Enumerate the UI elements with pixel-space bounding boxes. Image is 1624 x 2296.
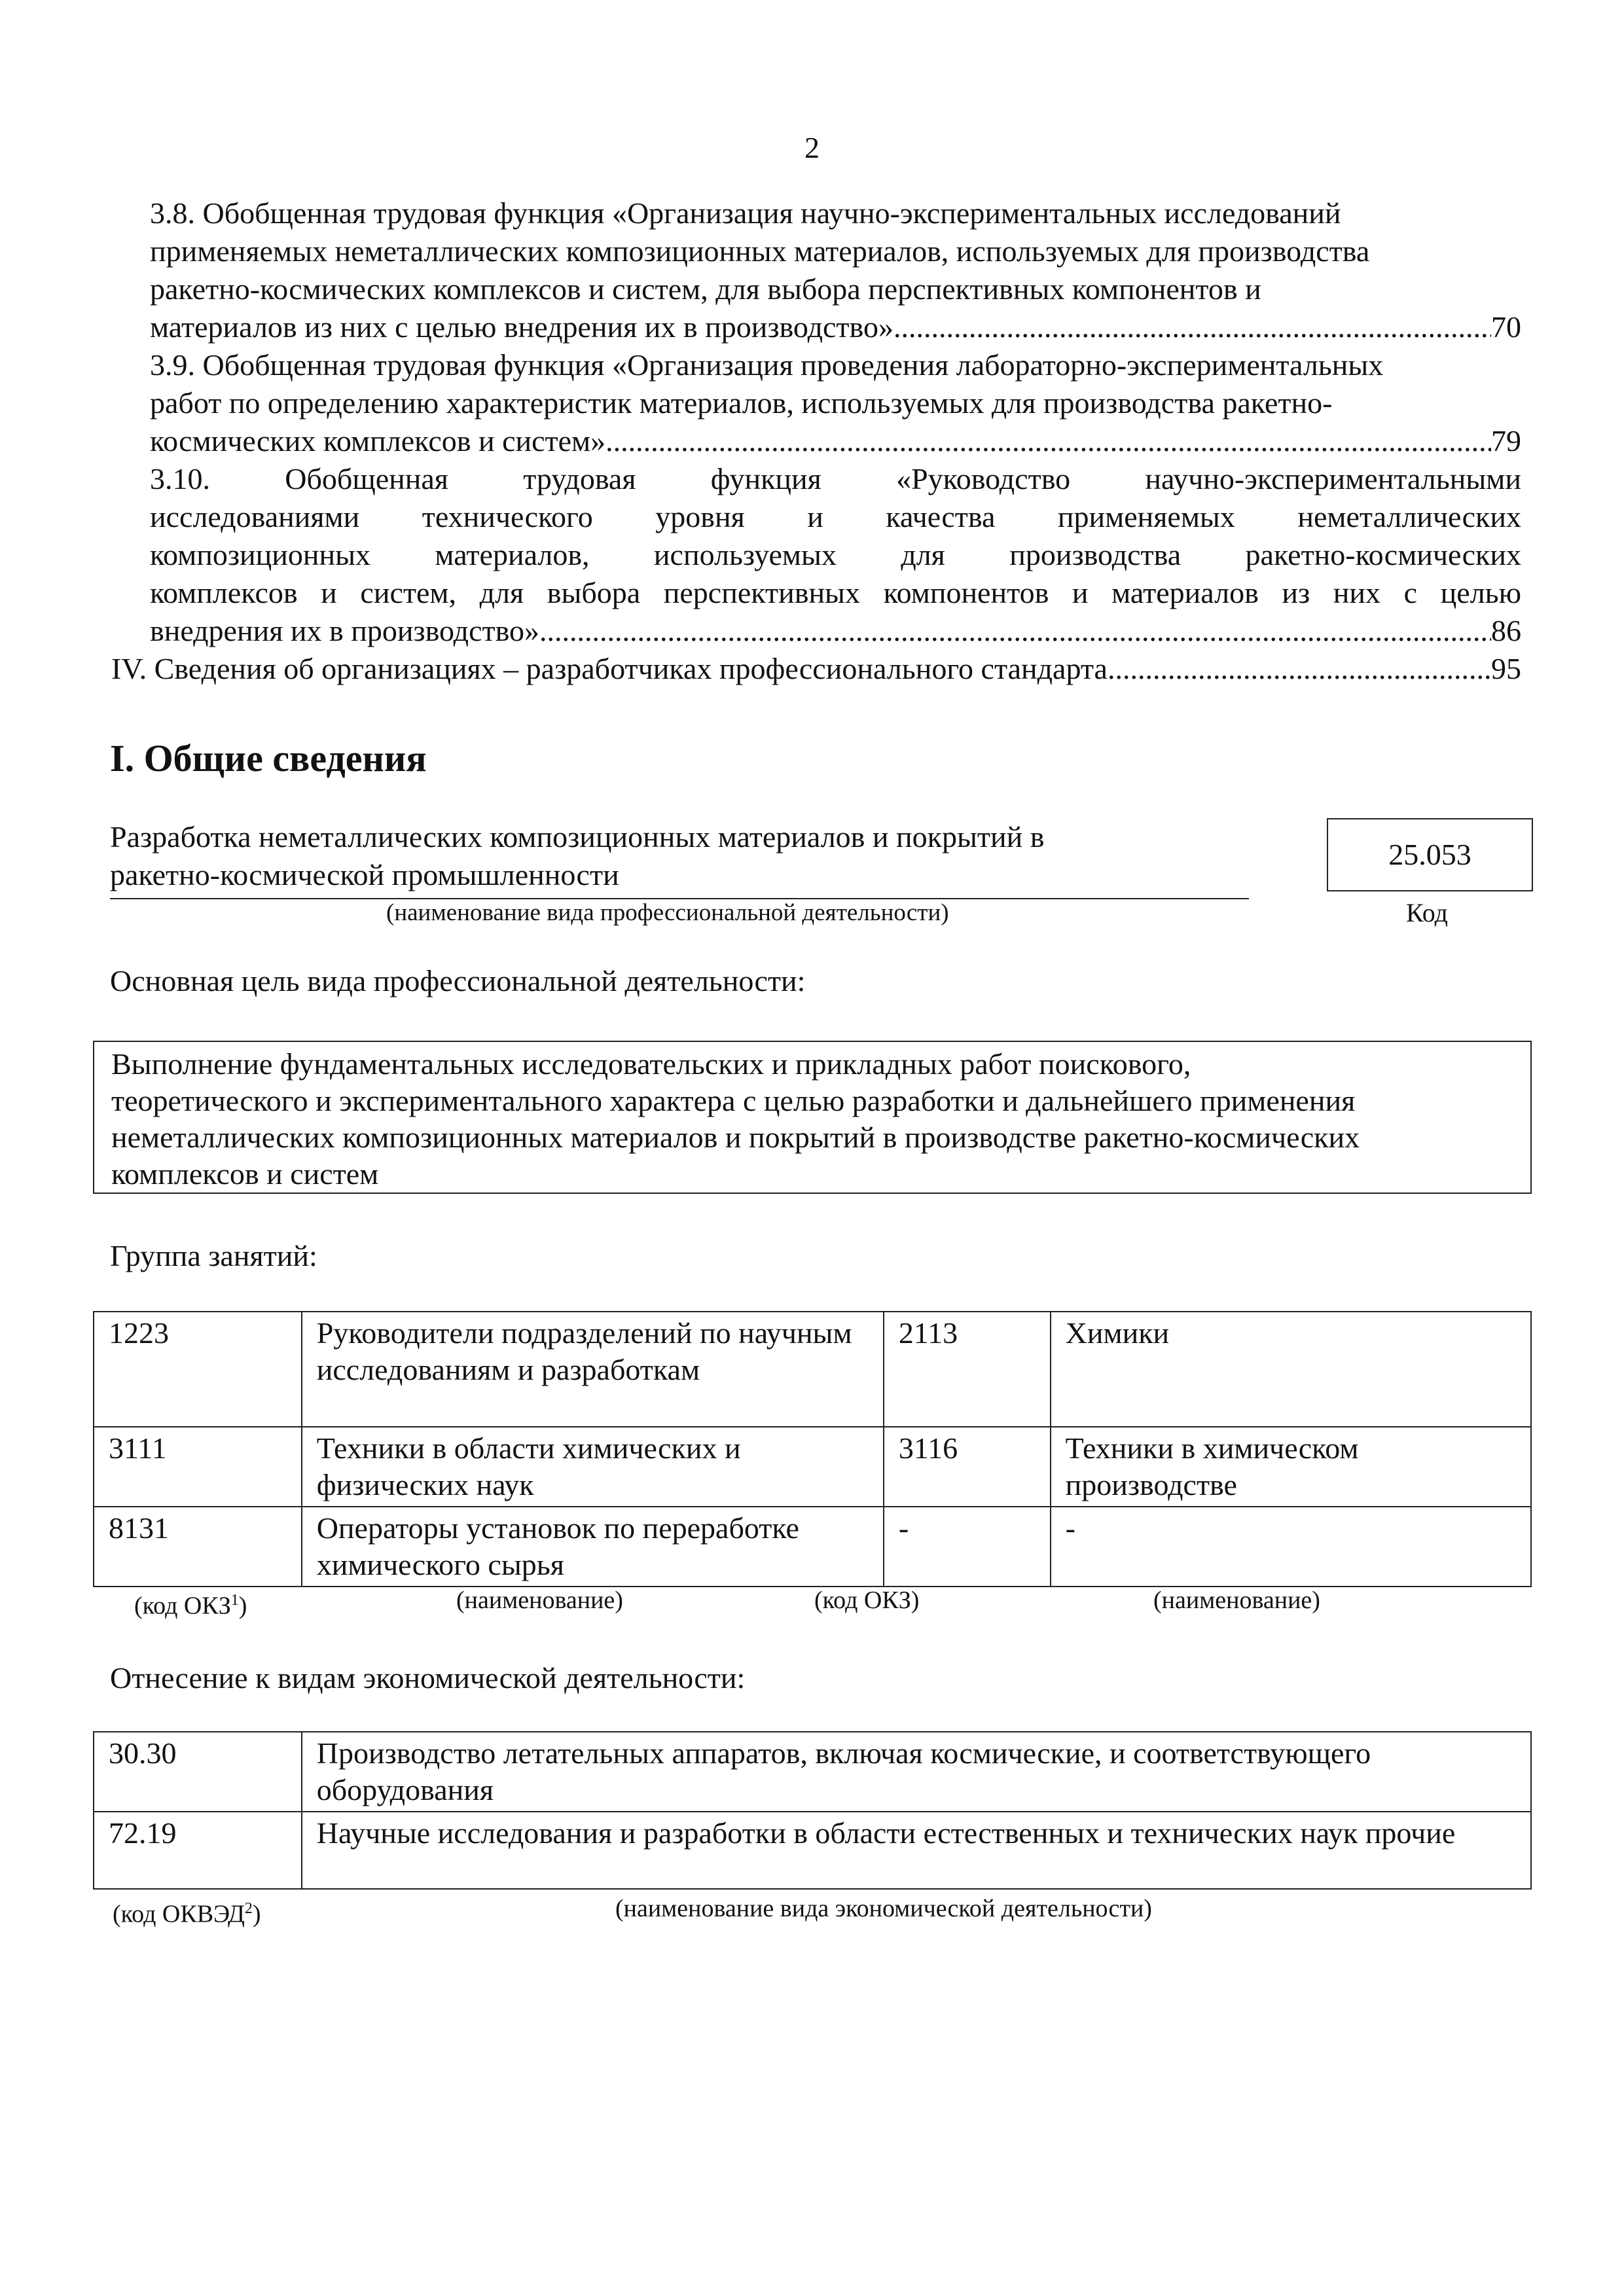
activity-code-caption: Код (1406, 898, 1448, 927)
okz-code-cell: 3111 (94, 1427, 302, 1507)
page-number: 2 (804, 131, 820, 164)
toc-line: комплексов и систем, для выбора перспективных компонентов и материалов из них с целью (150, 576, 1521, 609)
section-title: I. Общие сведения (110, 737, 427, 780)
professional-activity-name (110, 818, 1249, 899)
toc-line: IV. Сведения об организациях – разработчиках профессионального стандарта (111, 652, 1108, 685)
toc-line: исследованиями технического уровня и качества применяемых неметаллических (150, 500, 1521, 533)
toc-line: 3.8. Обобщенная трудовая функция «Организация научно-экспериментальных исследований (150, 196, 1341, 230)
occupation-name-cell: Техники в области химических и физических наук (302, 1427, 884, 1507)
table-row (94, 1507, 1531, 1587)
toc-line: 3.10. Обобщенная трудовая функция «Руководство научно-экспериментальными (150, 462, 1521, 495)
occupation-name-cell: Руководители подразделений по научным исследованиям и разработкам (302, 1312, 884, 1427)
toc-entry-3-10[interactable] (150, 460, 1521, 650)
occupation-name-cell: - (1051, 1507, 1531, 1587)
occupation-name-cell: Химики (1051, 1312, 1531, 1427)
goal-line: неметаллических композиционных материалов и покрытий в производстве ракетно-космических (111, 1121, 1360, 1154)
occupation-name-cell: Техники в химическом производстве (1051, 1427, 1531, 1507)
okz-code-caption: (код ОКЗ$^1$) (134, 1592, 247, 1620)
toc-leader-dots (893, 308, 1491, 346)
toc-line: применяемых неметаллических композиционных материалов, используемых для производства (150, 234, 1370, 268)
table-row (94, 1312, 1531, 1427)
goal-line: комплексов и систем (111, 1157, 379, 1191)
okz-code-cell: 1223 (94, 1312, 302, 1427)
table-row (94, 1427, 1531, 1507)
table-of-contents (111, 194, 1521, 685)
okz-code-cell: 8131 (94, 1507, 302, 1587)
table-row (94, 1732, 1531, 1812)
goal-line: теоретического и экспериментального характера с целью разработки и дальнейшего применения (111, 1084, 1356, 1117)
toc-line: внедрения их в производство» (150, 614, 540, 647)
economic-activity-name-cell: Научные исследования и разработки в области естественных и технических наук прочие (302, 1812, 1531, 1889)
goal-box (93, 1041, 1532, 1194)
occupation-name-caption: (наименование) (1153, 1587, 1320, 1614)
professional-activity-line: ракетно-космической промышленности (110, 858, 619, 891)
goal-line: Выполнение фундаментальных исследовательских и прикладных работ поискового, (111, 1047, 1191, 1081)
toc-line: 3.9. Обобщенная трудовая функция «Организация проведения лабораторно-экспериментальных (150, 348, 1384, 382)
toc-line: ракетно-космических комплексов и систем, для выбора перспективных компонентов и (150, 272, 1261, 306)
professional-activity-line: Разработка неметаллических композиционных материалов и покрытий в (110, 820, 1045, 853)
toc-page-number: 95 (1491, 652, 1521, 685)
goal-label: Основная цель вида профессиональной деятельности: (110, 964, 806, 997)
okz-code-cell: - (884, 1507, 1051, 1587)
toc-entry-3-9[interactable] (150, 346, 1521, 460)
economic-activity-name-cell: Производство летательных аппаратов, включая космические, и соответствующего оборудования (302, 1732, 1531, 1812)
toc-leader-dots (1108, 650, 1491, 688)
toc-page-number: 86 (1491, 614, 1521, 647)
economic-activity-table (93, 1731, 1532, 1890)
okz-code-caption: (код ОКЗ) (814, 1587, 920, 1614)
okved-code-cell: 30.30 (94, 1732, 302, 1812)
occupation-name-cell: Операторы установок по переработке химического сырья (302, 1507, 884, 1587)
toc-entry-3-8[interactable] (150, 194, 1521, 346)
okved-code-cell: 72.19 (94, 1812, 302, 1889)
occupation-group-table (93, 1311, 1532, 1587)
table-row (94, 1812, 1531, 1889)
toc-line: работ по определению характеристик материалов, используемых для производства ракетно- (150, 386, 1333, 420)
toc-page-number: 70 (1491, 310, 1521, 344)
okz-code-cell: 2113 (884, 1312, 1051, 1427)
toc-leader-dots (605, 422, 1491, 460)
economic-activity-name-caption: (наименование вида экономической деятельности) (615, 1895, 1152, 1922)
activity-code-box: 25.053 (1327, 818, 1533, 891)
okved-code-caption: (код ОКВЭД$^2$) (113, 1900, 261, 1928)
occupation-group-label: Группа занятий: (110, 1239, 317, 1272)
okz-code-cell: 3116 (884, 1427, 1051, 1507)
professional-activity-caption: (наименование вида профессиональной деятельности) (386, 899, 949, 926)
toc-entry-iv[interactable] (111, 650, 1521, 688)
toc-page-number: 79 (1491, 424, 1521, 457)
toc-line: материалов из них с целью внедрения их в производство» (150, 310, 893, 344)
economic-activity-label: Отнесение к видам экономической деятельности: (110, 1661, 746, 1695)
toc-line: композиционных материалов, используемых для производства ракетно-космических (150, 538, 1521, 571)
toc-leader-dots (539, 612, 1491, 650)
occupation-name-caption: (наименование) (456, 1587, 623, 1614)
toc-line: космических комплексов и систем» (150, 424, 606, 457)
